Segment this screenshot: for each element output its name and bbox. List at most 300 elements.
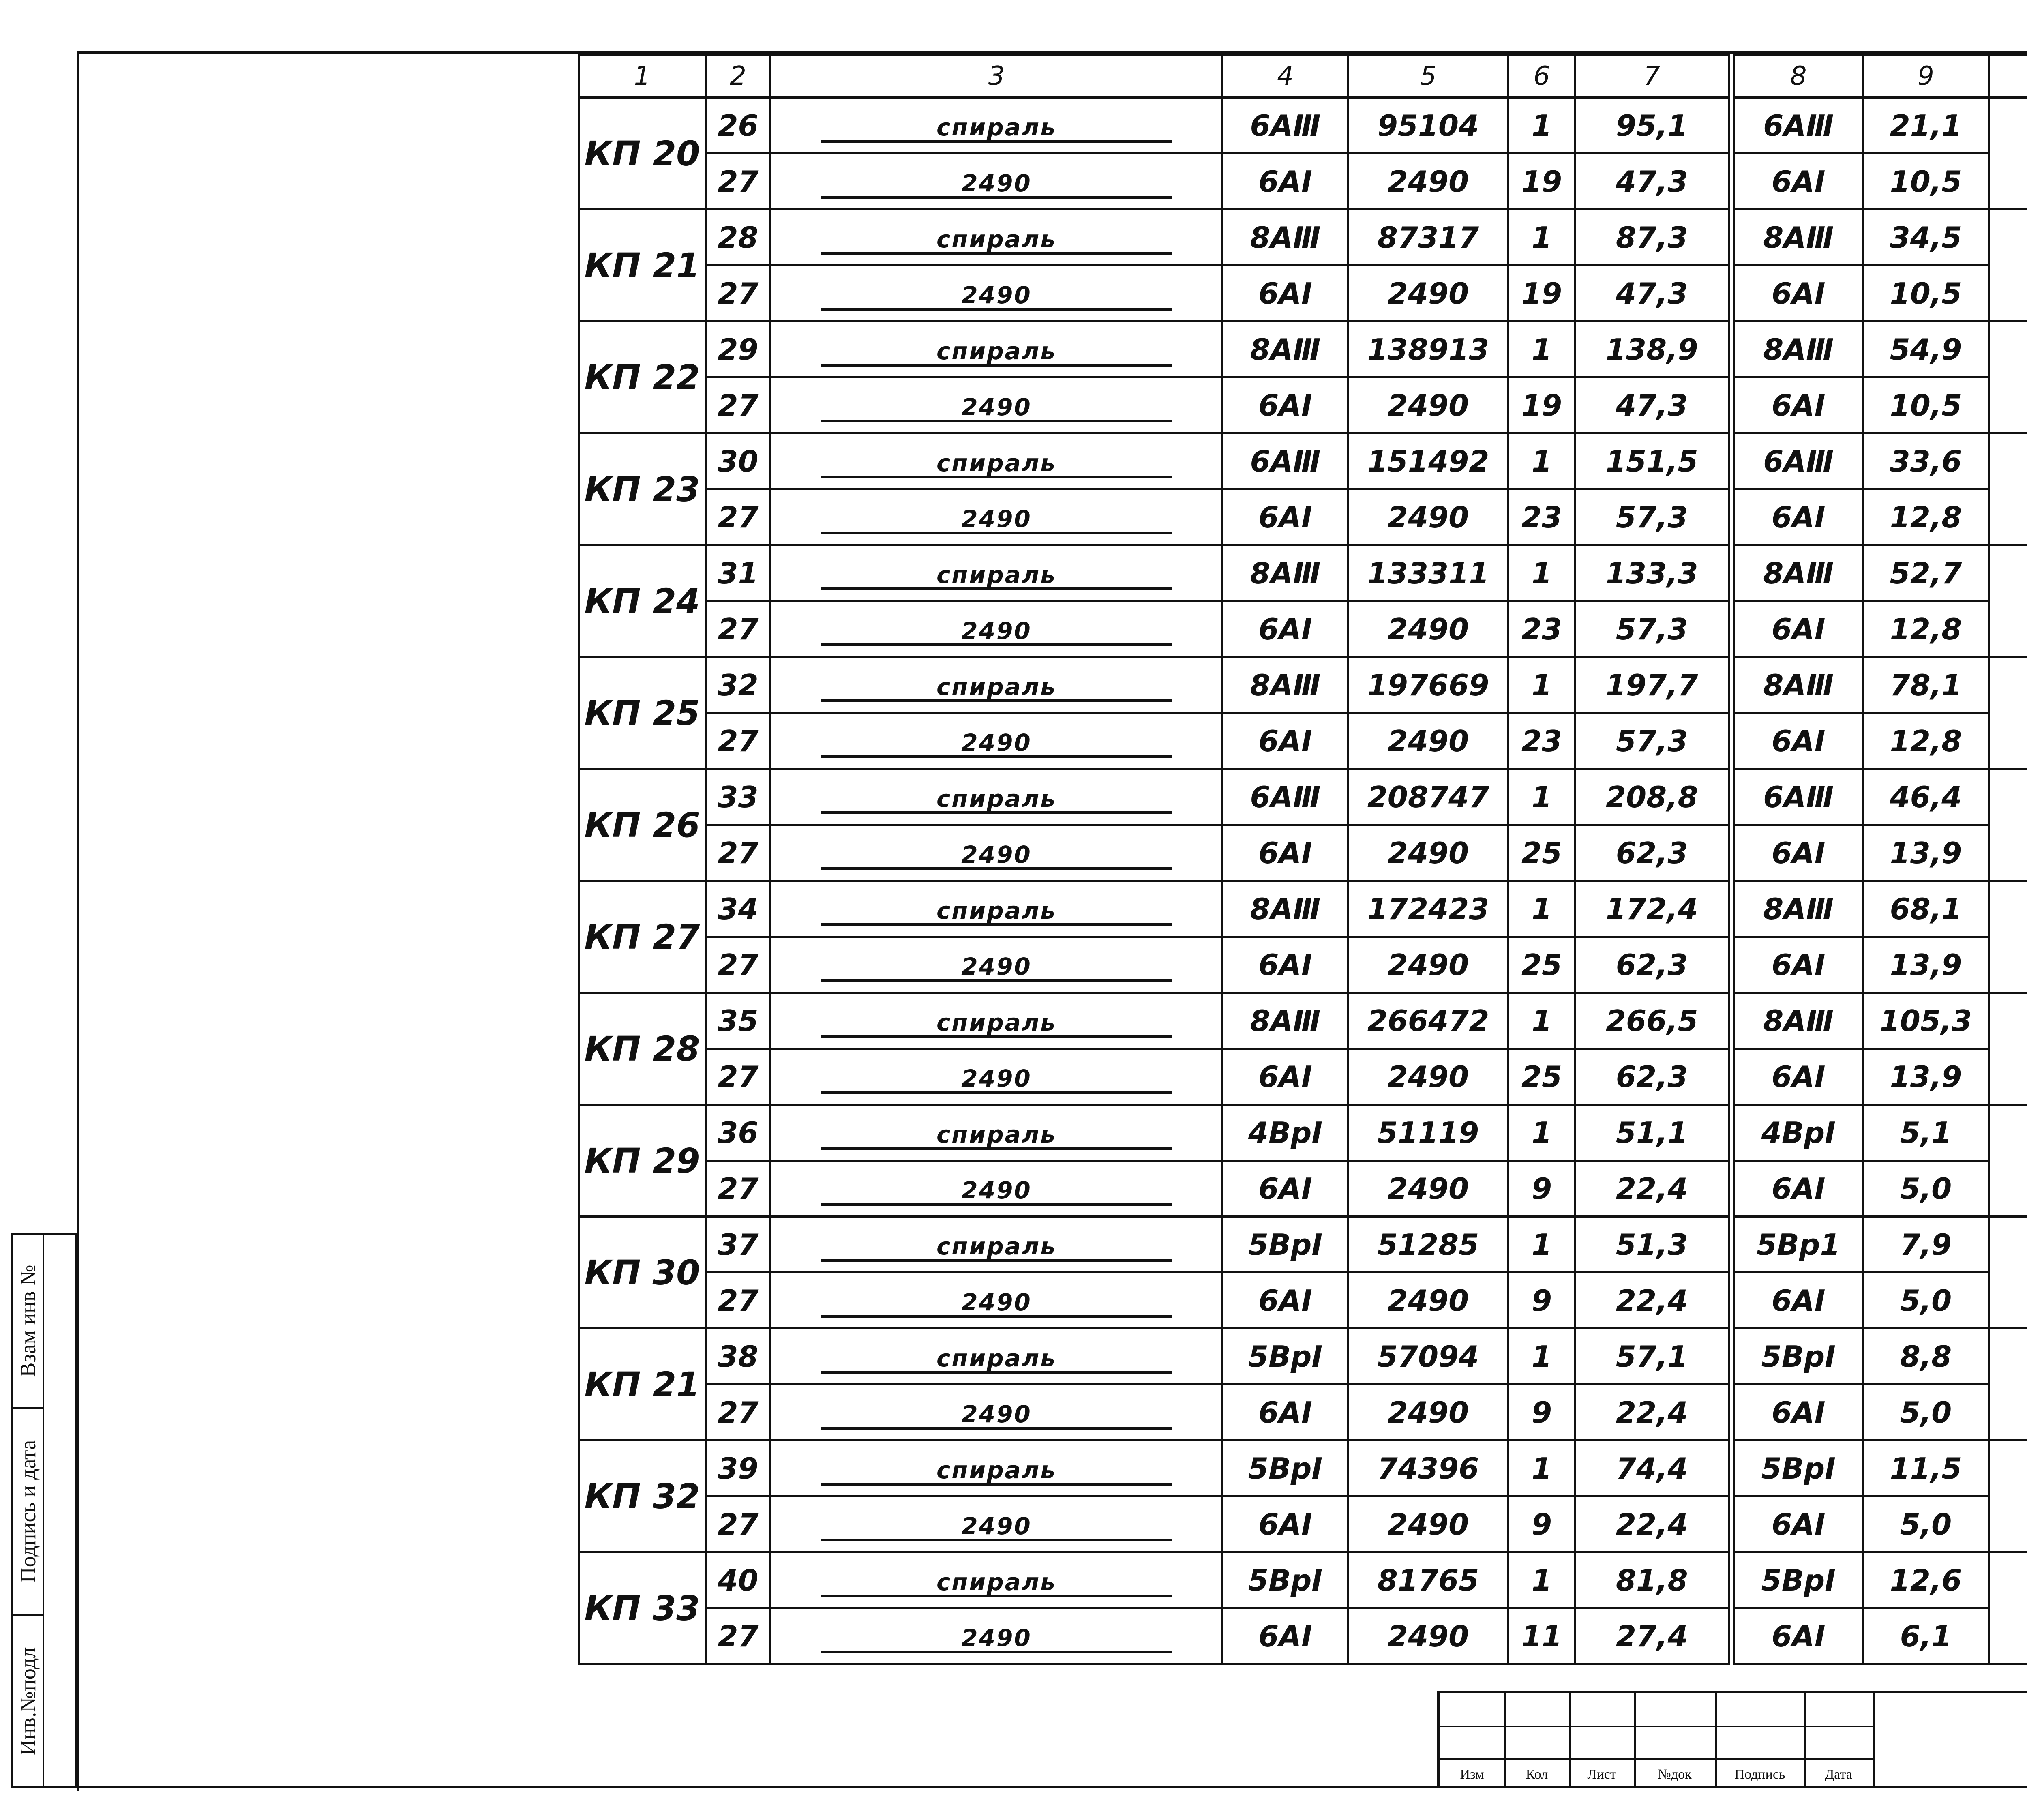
quantity-cell: 19 [1508,377,1575,433]
diameter-class-cell: 5ВрⅠ [1731,1441,1863,1496]
total-mass-cell [1989,98,2027,210]
diameter-cell: 6AⅠ [1223,489,1348,545]
table-row [579,1385,2027,1441]
quantity-cell: 23 [1508,713,1575,769]
table-row [579,266,2027,322]
diameter-cell: 6AⅠ [1223,1385,1348,1441]
title-block-label: Подпись [1715,1767,1804,1782]
total-mass-cell [1989,993,2027,1105]
shape-cell [771,993,1223,1049]
quantity-cell: 1 [1508,1552,1575,1608]
quantity-cell: 1 [1508,1217,1575,1273]
position-cell: 27 [706,825,771,881]
quantity-cell: 1 [1508,1105,1575,1161]
quantity-cell: 1 [1508,1329,1575,1385]
column-header-10 [1989,55,2027,98]
mass-cell: 13,9 [1863,937,1989,993]
length-cell: 2490 [1348,266,1508,322]
diameter-class-cell: 6AⅢ [1731,433,1863,489]
length-cell: 2490 [1348,1608,1508,1664]
table-row [579,154,2027,210]
shape-sketch: спираль [821,1122,1172,1150]
shape-cell [771,1217,1223,1273]
table-row [579,657,2027,713]
shape-sketch: спираль [821,674,1172,702]
position-cell: 27 [706,266,771,322]
table-row [579,1217,2027,1273]
shape-cell [771,322,1223,377]
total-mass-cell [1989,545,2027,657]
column-header-6: 6 [1508,55,1575,98]
mass-cell: 12,8 [1863,489,1989,545]
total-length-cell: 51,1 [1575,1105,1731,1161]
diameter-class-cell: 6AⅠ [1731,154,1863,210]
shape-sketch: 2490 [821,618,1172,646]
table-row [579,1552,2027,1608]
margin-stamp [11,1233,77,1788]
diameter-cell: 5ВрⅠ [1223,1552,1348,1608]
diameter-class-cell: 5Вр1 [1731,1217,1863,1273]
position-cell: 27 [706,489,771,545]
quantity-cell: 1 [1508,322,1575,377]
mass-cell: 12,6 [1863,1552,1989,1608]
quantity-cell: 1 [1508,881,1575,937]
shape-cell [771,433,1223,489]
shape-sketch: 2490 [821,954,1172,982]
shape-cell [771,881,1223,937]
quantity-cell: 23 [1508,489,1575,545]
diameter-class-cell: 6AⅠ [1731,713,1863,769]
mass-cell: 10,5 [1863,377,1989,433]
mark-cell: КП 33 [579,1552,706,1664]
shape-sketch: 2490 [821,1178,1172,1206]
mark-cell: КП 23 [579,433,706,545]
diameter-cell: 6AⅠ [1223,1496,1348,1552]
diameter-class-cell: 6AⅠ [1731,1608,1863,1664]
length-cell: 95104 [1348,98,1508,154]
length-cell: 74396 [1348,1441,1508,1496]
position-cell: 31 [706,545,771,601]
total-length-cell: 138,9 [1575,322,1731,377]
position-cell: 38 [706,1329,771,1385]
table-row [579,98,2027,154]
total-length-cell: 87,3 [1575,210,1731,266]
shape-sketch: 2490 [821,1066,1172,1094]
total-length-cell: 22,4 [1575,1385,1731,1441]
mark-cell: КП 25 [579,657,706,769]
length-cell: 2490 [1348,1161,1508,1217]
shape-cell [771,1608,1223,1664]
quantity-cell: 1 [1508,210,1575,266]
mark-cell: КП 26 [579,769,706,881]
shape-cell [771,98,1223,154]
position-cell: 39 [706,1441,771,1496]
diameter-class-cell: 8AⅢ [1731,322,1863,377]
table-row [579,881,2027,937]
length-cell: 2490 [1348,154,1508,210]
position-cell: 27 [706,937,771,993]
title-block-label: Дата [1804,1767,1873,1782]
margin-vzam-inv: Взам инв № [15,1265,41,1377]
total-length-cell: 74,4 [1575,1441,1731,1496]
total-mass-cell [1989,881,2027,993]
diameter-cell: 6AⅢ [1223,433,1348,489]
diameter-class-cell: 6AⅢ [1731,98,1863,154]
diameter-cell: 6AⅠ [1223,1608,1348,1664]
shape-cell [771,154,1223,210]
table-row [579,937,2027,993]
diameter-cell: 8AⅢ [1223,993,1348,1049]
diameter-class-cell: 6AⅠ [1731,937,1863,993]
mass-cell: 105,3 [1863,993,1989,1049]
mark-cell: КП 21 [579,1329,706,1441]
diameter-class-cell: 6AⅠ [1731,1273,1863,1329]
table-row [579,489,2027,545]
shape-sketch: спираль [821,1346,1172,1374]
length-cell: 2490 [1348,1049,1508,1105]
total-mass-cell [1989,1441,2027,1552]
diameter-class-cell: 8AⅢ [1731,210,1863,266]
diameter-cell: 6AⅠ [1223,1161,1348,1217]
table-row [579,825,2027,881]
table-row [579,1608,2027,1664]
shape-cell [771,713,1223,769]
mass-cell: 5,0 [1863,1385,1989,1441]
diameter-cell: 6AⅠ [1223,601,1348,657]
diameter-cell: 6AⅠ [1223,825,1348,881]
shape-cell [771,657,1223,713]
mass-cell: 11,5 [1863,1441,1989,1496]
shape-sketch: 2490 [821,283,1172,311]
header-row [579,55,2027,98]
shape-cell [771,210,1223,266]
shape-sketch: спираль [821,1569,1172,1597]
length-cell: 2490 [1348,377,1508,433]
shape-cell [771,1329,1223,1385]
quantity-cell: 19 [1508,154,1575,210]
column-header-7: 7 [1575,55,1731,98]
mass-cell: 21,1 [1863,98,1989,154]
total-mass-cell [1989,1552,2027,1664]
diameter-class-cell: 8AⅢ [1731,657,1863,713]
mass-cell: 10,5 [1863,154,1989,210]
quantity-cell: 19 [1508,266,1575,322]
position-cell: 27 [706,1608,771,1664]
column-header-5: 5 [1348,55,1508,98]
shape-sketch: 2490 [821,1625,1172,1653]
mass-cell: 6,1 [1863,1608,1989,1664]
quantity-cell: 9 [1508,1161,1575,1217]
table-row [579,1496,2027,1552]
position-cell: 27 [706,1161,771,1217]
shape-sketch: спираль [821,450,1172,478]
shape-cell [771,266,1223,322]
shape-cell [771,545,1223,601]
mark-cell: КП 20 [579,98,706,210]
position-cell: 27 [706,1273,771,1329]
column-header-8: 8 [1731,55,1863,98]
quantity-cell: 1 [1508,1441,1575,1496]
diameter-class-cell: 6AⅠ [1731,1496,1863,1552]
mass-cell: 5,0 [1863,1273,1989,1329]
diameter-class-cell: 6AⅠ [1731,1049,1863,1105]
column-header-3: 3 [771,55,1223,98]
diameter-class-cell: 5ВрⅠ [1731,1329,1863,1385]
table-row [579,433,2027,489]
total-length-cell: 208,8 [1575,769,1731,825]
mark-cell: КП 24 [579,545,706,657]
diameter-class-cell: 4ВрⅠ [1731,1105,1863,1161]
mass-cell: 5,0 [1863,1161,1989,1217]
diameter-cell: 6AⅢ [1223,98,1348,154]
total-length-cell: 27,4 [1575,1608,1731,1664]
table-row [579,601,2027,657]
total-mass-cell [1989,210,2027,322]
title-block-label: Лист [1569,1767,1634,1782]
shape-cell [771,489,1223,545]
length-cell: 51285 [1348,1217,1508,1273]
margin-cell-vzam [13,1235,43,1409]
mark-cell: КП 27 [579,881,706,993]
position-cell: 37 [706,1217,771,1273]
position-cell: 33 [706,769,771,825]
position-cell: 27 [706,154,771,210]
total-mass-cell [1989,657,2027,769]
position-cell: 40 [706,1552,771,1608]
quantity-cell: 1 [1508,545,1575,601]
mark-cell: КП 21 [579,210,706,322]
shape-cell [771,1496,1223,1552]
mark-cell: КП 32 [579,1441,706,1552]
mass-cell: 78,1 [1863,657,1989,713]
position-cell: 32 [706,657,771,713]
diameter-class-cell: 6AⅠ [1731,266,1863,322]
margin-inv-podl: Инв.№подл [15,1647,41,1755]
column-header-4: 4 [1223,55,1348,98]
total-length-cell: 47,3 [1575,377,1731,433]
shape-cell [771,825,1223,881]
shape-sketch: 2490 [821,1402,1172,1430]
column-header-2: 2 [706,55,771,98]
total-length-cell: 62,3 [1575,825,1731,881]
total-mass-cell [1989,1217,2027,1329]
length-cell: 87317 [1348,210,1508,266]
quantity-cell: 11 [1508,1608,1575,1664]
quantity-cell: 9 [1508,1496,1575,1552]
position-cell: 26 [706,98,771,154]
document-code [1875,1691,2027,1788]
diameter-cell: 8AⅢ [1223,881,1348,937]
diameter-cell: 8AⅢ [1223,657,1348,713]
length-cell: 172423 [1348,881,1508,937]
diameter-cell: 6AⅠ [1223,713,1348,769]
diameter-cell: 6AⅢ [1223,769,1348,825]
table-row [579,1329,2027,1385]
shape-sketch: спираль [821,115,1172,143]
spec-body [579,98,2027,1664]
diameter-class-cell: 5ВрⅠ [1731,1552,1863,1608]
mass-cell: 68,1 [1863,881,1989,937]
shape-sketch: спираль [821,1010,1172,1038]
shape-cell [771,1385,1223,1441]
diameter-class-cell: 6AⅠ [1731,1385,1863,1441]
position-cell: 29 [706,322,771,377]
diameter-class-cell: 6AⅠ [1731,1161,1863,1217]
shape-sketch: спираль [821,562,1172,590]
diameter-class-cell: 6AⅠ [1731,825,1863,881]
diameter-cell: 6AⅠ [1223,154,1348,210]
quantity-cell: 1 [1508,769,1575,825]
position-cell: 27 [706,1496,771,1552]
mass-cell: 5,0 [1863,1496,1989,1552]
diameter-class-cell: 6AⅢ [1731,769,1863,825]
position-cell: 27 [706,1049,771,1105]
length-cell: 2490 [1348,825,1508,881]
title-block-grid [1437,1691,1875,1788]
diameter-cell: 8AⅢ [1223,210,1348,266]
mass-cell: 7,9 [1863,1217,1989,1273]
margin-cell-sign [13,1409,43,1616]
mass-cell: 5,1 [1863,1105,1989,1161]
table-row [579,769,2027,825]
quantity-cell: 1 [1508,98,1575,154]
shape-sketch: спираль [821,1234,1172,1262]
total-mass-cell [1989,1329,2027,1441]
table-row [579,1105,2027,1161]
quantity-cell: 1 [1508,993,1575,1049]
position-cell: 30 [706,433,771,489]
total-length-cell: 95,1 [1575,98,1731,154]
position-cell: 27 [706,713,771,769]
length-cell: 2490 [1348,1273,1508,1329]
mark-cell: КП 30 [579,1217,706,1329]
mass-cell: 10,5 [1863,266,1989,322]
length-cell: 208747 [1348,769,1508,825]
total-length-cell: 22,4 [1575,1496,1731,1552]
mark-cell: КП 29 [579,1105,706,1217]
length-cell: 51119 [1348,1105,1508,1161]
table-row [579,377,2027,433]
quantity-cell: 1 [1508,433,1575,489]
total-length-cell: 81,8 [1575,1552,1731,1608]
table-row [579,1049,2027,1105]
position-cell: 27 [706,1385,771,1441]
total-mass-cell [1989,1105,2027,1217]
shape-cell [771,377,1223,433]
diameter-cell: 6AⅠ [1223,266,1348,322]
diameter-class-cell: 8AⅢ [1731,545,1863,601]
shape-cell [771,937,1223,993]
quantity-cell: 9 [1508,1385,1575,1441]
total-mass-cell [1989,322,2027,433]
diameter-cell: 8AⅢ [1223,545,1348,601]
shape-cell [771,1552,1223,1608]
shape-cell [771,601,1223,657]
total-length-cell: 172,4 [1575,881,1731,937]
table-row [579,993,2027,1049]
total-length-cell: 151,5 [1575,433,1731,489]
quantity-cell: 23 [1508,601,1575,657]
diameter-cell: 6AⅠ [1223,1049,1348,1105]
mass-cell: 13,9 [1863,825,1989,881]
length-cell: 57094 [1348,1329,1508,1385]
length-cell: 2490 [1348,713,1508,769]
margin-sign-date: Подпись и дата [15,1440,41,1583]
shape-sketch: 2490 [821,1513,1172,1541]
length-cell: 2490 [1348,1496,1508,1552]
shape-cell [771,1273,1223,1329]
total-mass-cell [1989,769,2027,881]
total-length-cell: 197,7 [1575,657,1731,713]
position-cell: 36 [706,1105,771,1161]
table-row [579,1441,2027,1496]
table-row [579,1161,2027,1217]
shape-cell [771,769,1223,825]
length-cell: 81765 [1348,1552,1508,1608]
length-cell: 133311 [1348,545,1508,601]
total-length-cell: 57,3 [1575,601,1731,657]
diameter-class-cell: 8AⅢ [1731,993,1863,1049]
mass-cell: 12,8 [1863,601,1989,657]
diameter-cell: 5ВрⅠ [1223,1217,1348,1273]
mark-cell: КП 22 [579,322,706,433]
length-cell: 2490 [1348,601,1508,657]
length-cell: 151492 [1348,433,1508,489]
total-length-cell: 57,3 [1575,713,1731,769]
mass-cell: 33,6 [1863,433,1989,489]
mass-cell: 34,5 [1863,210,1989,266]
total-length-cell: 22,4 [1575,1273,1731,1329]
mass-cell: 52,7 [1863,545,1989,601]
margin-cell-inv [13,1616,43,1786]
table-row [579,713,2027,769]
shape-cell [771,1105,1223,1161]
diameter-class-cell: 6AⅠ [1731,377,1863,433]
shape-cell [771,1441,1223,1496]
quantity-cell: 25 [1508,825,1575,881]
mass-cell: 8,8 [1863,1329,1989,1385]
mark-cell: КП 28 [579,993,706,1105]
shape-cell [771,1049,1223,1105]
shape-sketch: спираль [821,1458,1172,1486]
length-cell: 197669 [1348,657,1508,713]
shape-sketch: 2490 [821,506,1172,534]
shape-sketch: спираль [821,898,1172,926]
total-length-cell: 133,3 [1575,545,1731,601]
table-row [579,322,2027,377]
length-cell: 266472 [1348,993,1508,1049]
shape-sketch: 2490 [821,1290,1172,1318]
quantity-cell: 1 [1508,657,1575,713]
position-cell: 27 [706,377,771,433]
quantity-cell: 25 [1508,937,1575,993]
diameter-class-cell: 8AⅢ [1731,881,1863,937]
shape-sketch: спираль [821,786,1172,814]
mass-cell: 46,4 [1863,769,1989,825]
shape-sketch: спираль [821,227,1172,255]
diameter-class-cell: 6AⅠ [1731,489,1863,545]
margin-divider [43,1235,44,1786]
total-length-cell: 47,3 [1575,266,1731,322]
title-block-label: Изм [1440,1767,1504,1782]
diameter-cell: 5ВрⅠ [1223,1441,1348,1496]
position-cell: 27 [706,601,771,657]
total-length-cell: 51,3 [1575,1217,1731,1273]
mass-cell: 54,9 [1863,322,1989,377]
total-length-cell: 62,3 [1575,1049,1731,1105]
total-length-cell: 266,5 [1575,993,1731,1049]
diameter-cell: 6AⅠ [1223,1273,1348,1329]
